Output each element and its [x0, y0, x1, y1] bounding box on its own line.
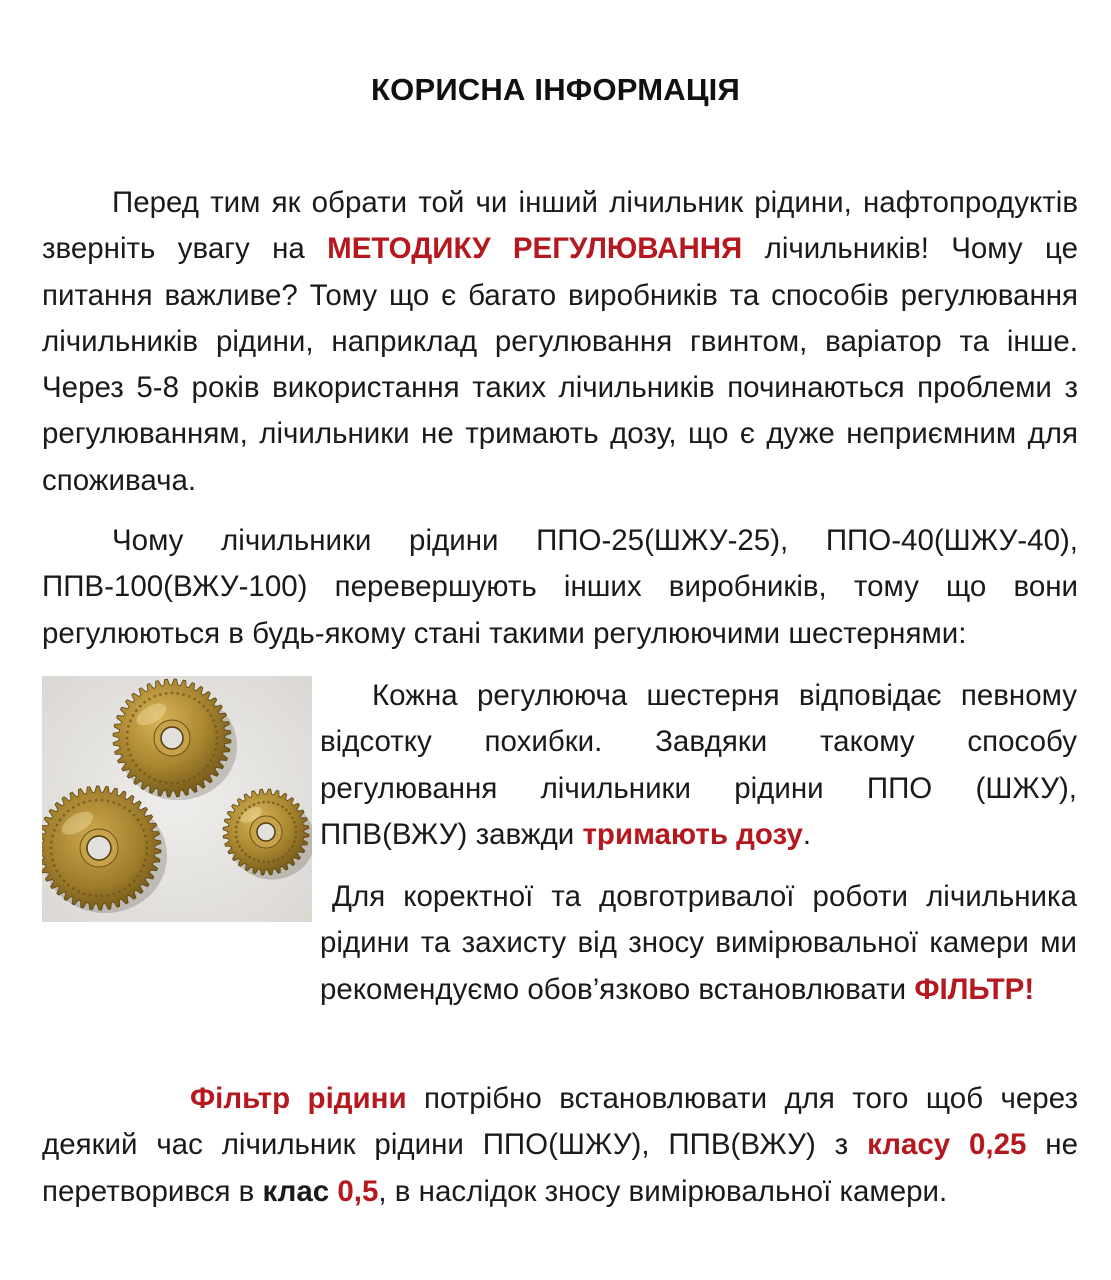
paragraph-filter-reason-text-2: не перетворився в [42, 1128, 1078, 1208]
paragraph-filter-recommendation-text: Для коректної та довготривалої роботи лічильника рідини та захисту від зносу вимірювальної камери ми рекомендуємо обов’язково встановлювати [320, 880, 1077, 1006]
paragraph-filter-recommendation [320, 874, 1077, 1013]
paragraph-gear-accuracy [320, 673, 1077, 858]
paragraph-filter-reason [42, 1076, 1078, 1215]
keeps-dose-highlight: тримають дозу [582, 817, 803, 851]
class-05-highlight: 0,5 [337, 1174, 379, 1208]
class-label: клас [262, 1174, 330, 1208]
gears-photo [42, 676, 312, 922]
paragraph-methodology-text-after: лічильників! Чому це питання важливе? Тому що є багато виробників та способів регулювання лічильників рідини, наприклад регулювання гвинтом, варіатор та інше. Через 5-8 років використання таких лічильників починаються проблеми з регулюванням, лічильники не тримають дозу, що є дуже неприємним для споживача. [42, 232, 1078, 497]
paragraph-methodology [42, 180, 1078, 504]
paragraph-gear-accuracy-text-after: . [802, 817, 812, 851]
methodology-highlight: МЕТОДИКУ РЕГУЛЮВАННЯ [327, 232, 743, 266]
paragraph-advantages: Чому лічильники рідини ППО-25(ШЖУ-25), ППО-40(ШЖУ-40), ППВ-100(ВЖУ-100) перевершують інших виробників, тому що вони регулюються в будь-якому стані такими регулюючими шестернями: [42, 524, 1078, 650]
class-025-highlight: класу 0,25 [867, 1128, 1027, 1162]
paragraph-methodology-text-before: Перед тим як обрати той чи інший лічильник рідини, нафтопродуктів зверніть увагу на [42, 186, 1078, 266]
paragraph-filter-reason-text-1: потрібно встановлювати для того щоб через деякий час лічильник рідини ППО(ШЖУ), ППВ(ВЖУ) з [42, 1082, 1078, 1162]
liquid-filter-highlight: Фільтр рідини [190, 1082, 407, 1115]
paragraph-gear-accuracy-text-before: Кожна регулююча шестерня відповідає певному відсотку похибки. Завдяки такому способу регулювання лічильники рідини ППО (ШЖУ), ППВ(ВЖУ) завжди [320, 679, 1077, 851]
page-title: КОРИСНА ІНФОРМАЦІЯ [371, 72, 740, 107]
paragraph-filter-reason-text-3: , в наслідок зносу вимірювальної камери. [378, 1174, 948, 1208]
gears-illustration [42, 676, 312, 922]
filter-highlight: ФІЛЬТР! [914, 972, 1035, 1006]
